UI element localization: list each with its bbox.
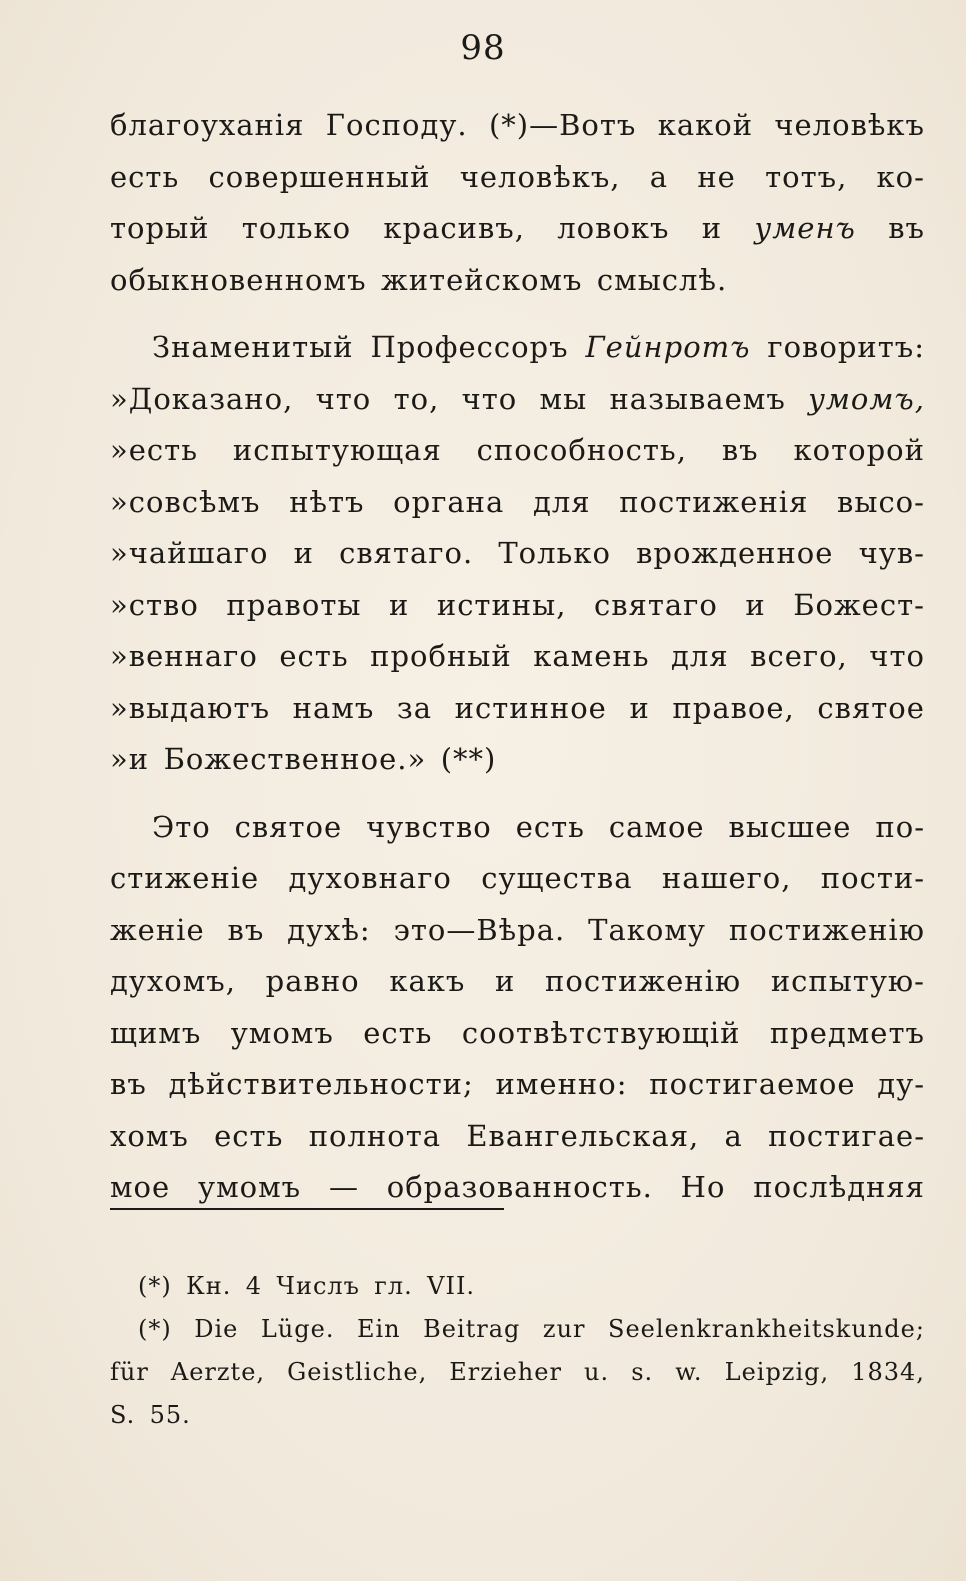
text-line	[110, 477, 925, 529]
word: камень	[533, 639, 650, 673]
word: и	[629, 690, 650, 725]
word: постигаемое	[649, 1067, 856, 1101]
footnote-word: (*)	[138, 1315, 172, 1343]
word: что	[461, 381, 518, 416]
word: пробный	[370, 639, 512, 673]
word: за	[396, 690, 433, 725]
footnote-word: w.	[675, 1358, 703, 1386]
word: въ	[721, 433, 759, 467]
word: высшее	[728, 809, 852, 844]
word: есть	[363, 1015, 433, 1050]
word: Евангельская,	[466, 1118, 700, 1153]
word: и	[388, 587, 410, 622]
word: есть	[110, 159, 180, 194]
text-line	[110, 905, 925, 957]
footnote-word: Числъ	[276, 1272, 360, 1300]
word: (*)—Вотъ	[488, 108, 637, 142]
word: только	[241, 211, 352, 245]
footnote-word: S.	[110, 1401, 136, 1429]
footnote-word: Кн.	[186, 1272, 232, 1300]
main-text	[110, 100, 925, 1214]
paragraph-gap	[110, 786, 925, 802]
word: правоты	[226, 587, 362, 622]
footnote-word: u.	[584, 1358, 610, 1386]
word: называемъ	[609, 381, 786, 416]
footnote-line	[110, 1265, 925, 1308]
footnote-word: zur	[542, 1315, 586, 1343]
footnote-word: 55.	[149, 1401, 191, 1429]
word: нашего,	[661, 861, 792, 895]
text-line	[110, 1059, 925, 1111]
word: испытую-	[770, 964, 925, 998]
text-line	[110, 425, 925, 477]
word: духомъ,	[110, 964, 236, 998]
footnote-word: Ein	[356, 1315, 401, 1343]
word: стиженіе	[110, 861, 260, 895]
footnote-line	[110, 1308, 925, 1351]
word: умомъ	[198, 1170, 302, 1204]
word: тотъ,	[765, 159, 848, 194]
word: »Доказано,	[110, 381, 294, 416]
footnote-divider	[110, 1208, 504, 1210]
word: это—Вѣра.	[393, 912, 566, 947]
footnote-word: Seelenkrankheitskunde;	[608, 1315, 925, 1343]
word: есть	[279, 639, 349, 673]
word: Знаменитый	[152, 330, 354, 364]
footnote-word: Beitrag	[423, 1315, 521, 1343]
word: совершенный	[208, 159, 431, 194]
word: способность,	[476, 433, 687, 467]
word: которой	[793, 433, 925, 467]
word: мы	[539, 381, 588, 416]
word: равно	[265, 964, 360, 998]
word: женіе	[110, 912, 205, 947]
word: соотвѣтствующій	[461, 1015, 741, 1050]
word: уменъ	[754, 211, 856, 245]
text-line	[110, 203, 925, 255]
word: благоуханія	[110, 108, 305, 142]
word: ко-	[876, 159, 925, 194]
text-line	[110, 374, 925, 426]
text-line	[110, 734, 925, 786]
word: предметъ	[769, 1015, 925, 1050]
word: ловокъ	[557, 211, 670, 245]
word: »веннаго	[110, 639, 258, 673]
word: »совсѣмъ	[110, 484, 261, 519]
footnote-word: Geistliche,	[287, 1358, 428, 1386]
word: Такому	[588, 912, 706, 947]
word: и	[701, 211, 723, 245]
word: щимъ	[110, 1015, 202, 1050]
word: то,	[393, 381, 440, 416]
footnote-word: Erzieher	[449, 1358, 562, 1386]
word: —	[328, 1170, 359, 1204]
word: и	[293, 536, 314, 570]
footnote-word: Die	[194, 1315, 239, 1343]
word: чувство	[366, 809, 492, 844]
word: ду-	[877, 1067, 925, 1101]
word: есть	[214, 1118, 284, 1153]
word: дѣйствительности;	[168, 1067, 474, 1101]
word: умомъ	[230, 1015, 334, 1050]
word: какъ	[389, 964, 466, 998]
footnotes	[110, 1265, 925, 1437]
word: въ	[888, 211, 925, 245]
word: духовнаго	[288, 861, 452, 895]
word: что	[869, 639, 925, 673]
word: правое,	[672, 690, 795, 725]
word: какой	[657, 108, 754, 142]
word: послѣдняя	[753, 1170, 925, 1204]
word: именно:	[495, 1067, 628, 1101]
text-line	[110, 631, 925, 683]
word: красивъ,	[383, 211, 525, 245]
text-line	[110, 1111, 925, 1163]
word: для	[671, 639, 729, 673]
text-line	[110, 956, 925, 1008]
word: постиженія	[619, 484, 809, 519]
text-line	[110, 802, 925, 854]
footnote-word: 1834,	[851, 1358, 925, 1386]
word: святаго.	[339, 536, 474, 570]
text-line	[110, 580, 925, 632]
word: полнота	[308, 1118, 442, 1153]
word: по-	[875, 809, 925, 844]
word: самое	[608, 809, 705, 844]
word: а	[724, 1118, 743, 1153]
word: смыслѣ.	[596, 262, 728, 297]
text-line	[110, 853, 925, 905]
word: человѣкъ,	[459, 159, 621, 194]
word: Божест-	[793, 587, 925, 622]
word: »чайшаго	[110, 536, 269, 570]
word: чув-	[858, 536, 925, 570]
word: врожденное	[636, 536, 834, 570]
word: для	[532, 484, 591, 519]
text-line	[110, 683, 925, 735]
word: постиженію	[545, 964, 742, 998]
word: Но	[680, 1170, 726, 1204]
word: а	[649, 159, 669, 194]
footnote-line	[110, 1394, 925, 1437]
word: Господу.	[325, 108, 468, 142]
word: есть	[515, 809, 585, 844]
text-line	[110, 322, 925, 374]
word: не	[697, 159, 736, 194]
word: Только	[498, 536, 611, 570]
word: мое	[110, 1170, 171, 1204]
text-line	[110, 100, 925, 152]
word: всего,	[750, 639, 848, 673]
word: въ	[227, 912, 265, 947]
word: и	[745, 587, 766, 622]
page-number: 98	[460, 28, 506, 68]
footnote-word: Leipzig,	[724, 1358, 830, 1386]
footnote-word: Aerzte,	[170, 1358, 266, 1386]
word: органа	[393, 484, 505, 519]
word: истинное	[454, 690, 607, 725]
word: что	[315, 381, 372, 416]
word: испытующая	[232, 433, 442, 467]
word: торый	[110, 211, 210, 245]
word: Гейнротъ	[585, 330, 751, 364]
word: святаго	[593, 587, 718, 622]
word: постиженію	[728, 912, 925, 947]
word: существа	[481, 861, 633, 895]
word: умомъ,	[808, 381, 925, 416]
word: »выдаютъ	[110, 690, 271, 725]
word: Это	[152, 809, 211, 844]
word: намъ	[292, 690, 375, 725]
word: пости-	[820, 861, 925, 895]
paragraph-gap	[110, 306, 925, 322]
word: »и	[110, 742, 150, 776]
text-line	[110, 255, 925, 307]
word: »ство	[110, 587, 199, 622]
text-line	[110, 528, 925, 580]
word: »есть	[110, 433, 198, 467]
word: говоритъ:	[767, 330, 925, 364]
word: хомъ	[110, 1118, 189, 1153]
word: человѣкъ	[774, 108, 925, 142]
footnote-word: VII.	[427, 1272, 476, 1300]
word: истины,	[436, 587, 567, 622]
footnote-word: гл.	[374, 1272, 413, 1300]
word: обыкновенномъ	[110, 262, 367, 297]
footnote-line	[110, 1351, 925, 1394]
word: святое	[817, 690, 925, 725]
word: нѣтъ	[289, 484, 365, 519]
text-line	[110, 1008, 925, 1060]
word: и	[495, 964, 516, 998]
word: Профессоръ	[370, 330, 569, 364]
text-line	[110, 1162, 925, 1214]
word: въ	[110, 1067, 147, 1101]
word: житейскомъ	[381, 262, 583, 297]
footnote-word: (*)	[138, 1272, 172, 1300]
footnote-word: für	[110, 1358, 149, 1386]
word: образованность.	[386, 1170, 653, 1204]
word: высо-	[837, 484, 925, 519]
footnote-word: Lüge.	[260, 1315, 335, 1343]
footnote-word: s.	[631, 1358, 654, 1386]
word: (**)	[440, 742, 497, 776]
word: Божественное.»	[163, 742, 427, 776]
word: духѣ:	[287, 912, 371, 947]
word: святое	[234, 809, 343, 844]
text-line	[110, 152, 925, 204]
footnote-word: 4	[245, 1272, 262, 1300]
word: постигае-	[768, 1118, 925, 1153]
